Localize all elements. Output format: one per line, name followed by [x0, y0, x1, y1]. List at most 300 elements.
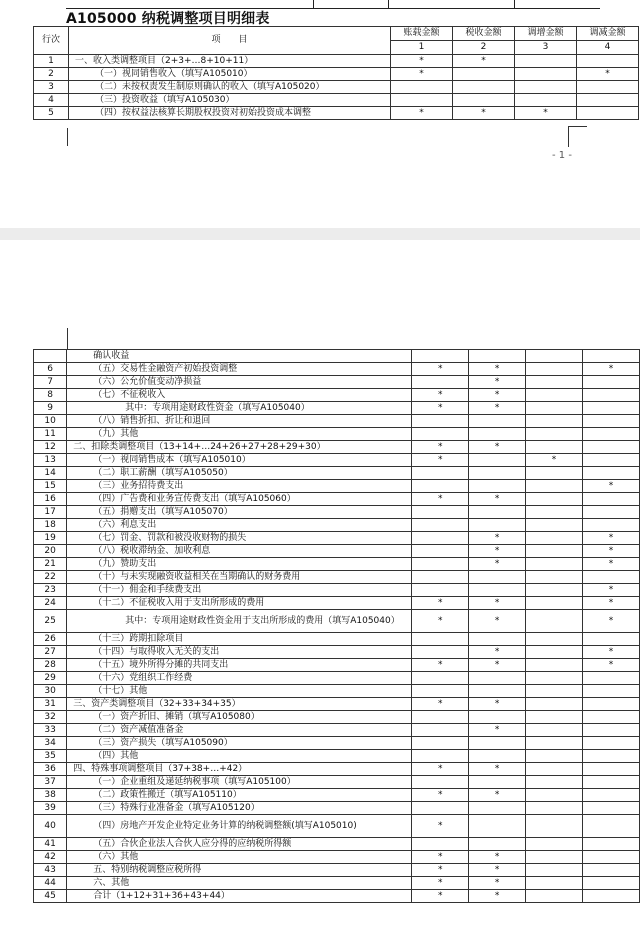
value-cell-col-3 [526, 558, 583, 571]
value-cell-col-1 [412, 480, 469, 493]
value-cell-col-1: * [412, 877, 469, 890]
value-cell-col-2 [469, 711, 526, 724]
row-number: 15 [34, 480, 67, 493]
table-row [34, 545, 640, 558]
value-cell-col-2: * [469, 851, 526, 864]
value-cell-col-2: * [453, 55, 515, 68]
value-cell-col-4 [583, 711, 640, 724]
table-row [34, 737, 640, 750]
value-cell-col-3 [526, 711, 583, 724]
value-cell-col-4: * [583, 545, 640, 558]
row-number: 33 [34, 724, 67, 737]
row-number: 18 [34, 519, 67, 532]
row-number: 1 [34, 55, 69, 68]
value-cell-col-3 [526, 402, 583, 415]
value-cell-col-3 [526, 776, 583, 789]
value-cell-col-1: * [412, 864, 469, 877]
row-number: 13 [34, 454, 67, 467]
row-item-label: 五、特别纳税调整应税所得 [67, 864, 412, 877]
value-cell-col-2 [453, 68, 515, 81]
row-item-label: （一）企业重组及递延纳税事项（填写A105100） [67, 776, 412, 789]
value-cell-col-4 [583, 506, 640, 519]
value-cell-col-4 [583, 890, 640, 903]
row-number: 2 [34, 68, 69, 81]
value-cell-col-1 [412, 633, 469, 646]
value-cell-col-3 [526, 890, 583, 903]
header-col-4: 调减金额 [577, 27, 639, 41]
value-cell [412, 350, 469, 363]
value-cell-col-4 [583, 415, 640, 428]
row-number: 14 [34, 467, 67, 480]
value-cell-col-1 [412, 428, 469, 441]
value-cell-col-1 [412, 558, 469, 571]
value-cell-col-4: * [583, 646, 640, 659]
value-cell-col-2 [469, 454, 526, 467]
row-number: 3 [34, 81, 69, 94]
row-number: 20 [34, 545, 67, 558]
value-cell-col-4: * [583, 363, 640, 376]
value-cell-col-1: * [391, 68, 453, 81]
value-cell-col-1: * [412, 454, 469, 467]
value-cell-col-1 [412, 685, 469, 698]
value-cell-col-1 [412, 532, 469, 545]
value-cell-col-2: * [469, 402, 526, 415]
row-number: 36 [34, 763, 67, 776]
value-cell-col-3 [526, 545, 583, 558]
value-cell-col-3 [526, 506, 583, 519]
value-cell-col-3 [526, 864, 583, 877]
value-cell-col-2 [469, 672, 526, 685]
row-item-label: （一）资产折旧、摊销（填写A105080） [67, 711, 412, 724]
row-item-label: （十一）佣金和手续费支出 [67, 584, 412, 597]
row-number: 9 [34, 402, 67, 415]
value-cell-col-2 [469, 750, 526, 763]
row-item-label: （五）合伙企业法人合伙人应分得的应纳税所得额 [67, 838, 412, 851]
value-cell-col-2: * [469, 877, 526, 890]
value-cell-col-2 [469, 776, 526, 789]
table-row [34, 750, 640, 763]
value-cell-col-2: * [469, 864, 526, 877]
value-cell-col-1: * [412, 789, 469, 802]
table-row [34, 864, 640, 877]
value-cell-col-3 [526, 877, 583, 890]
value-cell-col-4 [577, 94, 639, 107]
table-row [34, 802, 640, 815]
form-title: A105000 纳税调整项目明细表 [66, 11, 270, 27]
value-cell-col-4: * [583, 659, 640, 672]
row-item-label: （三）投资收益（填写A105030） [69, 94, 391, 107]
value-cell-col-2: * [469, 376, 526, 389]
row-number: 12 [34, 441, 67, 454]
page-2 [0, 240, 640, 947]
value-cell-col-2 [469, 584, 526, 597]
row-item-label: （四）广告费和业务宣传费支出（填写A105060） [67, 493, 412, 506]
row-number: 11 [34, 428, 67, 441]
value-cell-col-3 [526, 519, 583, 532]
value-cell-col-2 [453, 94, 515, 107]
header-col-3: 调增金额 [515, 27, 577, 41]
value-cell-col-4 [583, 441, 640, 454]
table-row [34, 81, 639, 94]
value-cell-col-4 [583, 838, 640, 851]
table-row [34, 763, 640, 776]
table-row [34, 558, 640, 571]
row-item-label: 四、特殊事项调整项目（37+38+…+42） [67, 763, 412, 776]
value-cell-col-4 [583, 376, 640, 389]
row-item-label: （九）赞助支出 [67, 558, 412, 571]
value-cell-col-2: * [469, 724, 526, 737]
page-corner-mark-left [67, 128, 68, 146]
value-cell-col-2: * [469, 363, 526, 376]
table-row [34, 571, 640, 584]
value-cell-col-4: * [583, 532, 640, 545]
table-row [34, 711, 640, 724]
value-cell-col-4 [583, 750, 640, 763]
row-item-label: （二）资产减值准备金 [67, 724, 412, 737]
value-cell-col-2: * [469, 493, 526, 506]
table-row [34, 454, 640, 467]
value-cell-col-1 [412, 467, 469, 480]
row-item-label: （七）罚金、罚款和被没收财物的损失 [67, 532, 412, 545]
value-cell-col-1 [391, 94, 453, 107]
value-cell-col-2 [469, 506, 526, 519]
value-cell-col-1: * [412, 363, 469, 376]
table-row [34, 376, 640, 389]
value-cell-col-1: * [412, 890, 469, 903]
row-number: 4 [34, 94, 69, 107]
value-cell-col-1 [412, 737, 469, 750]
table-row [34, 389, 640, 402]
value-cell-col-3 [526, 584, 583, 597]
value-cell-col-4 [583, 454, 640, 467]
value-cell-col-4 [583, 724, 640, 737]
row-item-label: 三、资产类调整项目（32+33+34+35） [67, 698, 412, 711]
row-item-label: （四）房地产开发企业特定业务计算的纳税调整额(填写A105010) [67, 815, 412, 838]
value-cell-col-2 [469, 467, 526, 480]
row-item-label: （三）特殊行业准备金（填写A105120） [67, 802, 412, 815]
value-cell-col-3 [526, 763, 583, 776]
value-cell-col-4 [583, 763, 640, 776]
value-cell-col-1 [412, 646, 469, 659]
table-row [34, 724, 640, 737]
row-number: 6 [34, 363, 67, 376]
value-cell-col-4 [583, 467, 640, 480]
page-corner-mark [67, 328, 68, 350]
value-cell-col-1 [412, 838, 469, 851]
value-cell-col-2: * [469, 890, 526, 903]
value-cell-col-3 [526, 467, 583, 480]
value-cell-col-3 [526, 415, 583, 428]
value-cell-col-2: * [469, 597, 526, 610]
table-row [34, 493, 640, 506]
table-row [34, 685, 640, 698]
row-item-label: （十二）不征税收入用于支出所形成的费用 [67, 597, 412, 610]
row-number: 7 [34, 376, 67, 389]
value-cell-col-1 [412, 724, 469, 737]
row-number: 38 [34, 789, 67, 802]
row-number: 17 [34, 506, 67, 519]
value-cell-col-4 [583, 789, 640, 802]
row-number: 42 [34, 851, 67, 864]
value-cell-col-3 [526, 789, 583, 802]
row-item-label: （十六）党组织工作经费 [67, 672, 412, 685]
value-cell-col-1: * [412, 851, 469, 864]
value-cell-col-2: * [469, 646, 526, 659]
row-number: 5 [34, 107, 69, 120]
table-row [34, 402, 640, 415]
value-cell-col-2 [453, 81, 515, 94]
value-cell-col-3 [526, 737, 583, 750]
value-cell-col-4 [583, 877, 640, 890]
value-cell-col-1 [412, 584, 469, 597]
row-number: 25 [34, 610, 67, 633]
value-cell-col-4 [577, 55, 639, 68]
value-cell-col-2 [469, 838, 526, 851]
row-number: 24 [34, 597, 67, 610]
value-cell-col-4 [583, 864, 640, 877]
page-number: - 1 - [552, 150, 572, 161]
value-cell-col-2 [469, 571, 526, 584]
value-cell-col-1 [412, 571, 469, 584]
table-row [34, 68, 639, 81]
value-cell-col-4: * [583, 480, 640, 493]
table-row [34, 94, 639, 107]
value-cell-col-2: * [469, 532, 526, 545]
row-item-label: （十四）与取得收入无关的支出 [67, 646, 412, 659]
value-cell-col-3 [526, 376, 583, 389]
row-item-label: （六）利息支出 [67, 519, 412, 532]
row-item-label: 二、扣除类调整项目（13+14+…24+26+27+28+29+30） [67, 441, 412, 454]
row-item-label: （六）公允价值变动净损益 [67, 376, 412, 389]
value-cell [469, 350, 526, 363]
value-cell-col-1 [412, 545, 469, 558]
value-cell-col-2 [469, 685, 526, 698]
value-cell-col-3 [526, 597, 583, 610]
continuation-text: 确认收益 [67, 350, 412, 363]
value-cell-col-2: * [469, 558, 526, 571]
row-item-label: （四）其他 [67, 750, 412, 763]
value-cell-col-1 [412, 776, 469, 789]
row-number: 43 [34, 864, 67, 877]
row-item-label: 其中：专项用途财政性资金用于支出所形成的费用（填写A105040） [67, 610, 412, 633]
row-number: 23 [34, 584, 67, 597]
value-cell-col-1: * [412, 659, 469, 672]
row-number: 39 [34, 802, 67, 815]
row-number: 29 [34, 672, 67, 685]
value-cell-col-3 [515, 81, 577, 94]
value-cell-col-2 [469, 802, 526, 815]
value-cell-col-3 [526, 815, 583, 838]
value-cell-col-4 [583, 815, 640, 838]
row-item-label: （八）税收滞纳金、加收利息 [67, 545, 412, 558]
value-cell-col-3 [526, 532, 583, 545]
row-item-label: 合计（1+12+31+36+43+44） [67, 890, 412, 903]
value-cell-col-1: * [412, 815, 469, 838]
row-item-label: （九）其他 [67, 428, 412, 441]
value-cell-col-3 [526, 802, 583, 815]
value-cell-col-2 [469, 633, 526, 646]
table-row [34, 428, 640, 441]
header-row-no: 行次 [34, 27, 69, 55]
row-item-label: （六）其他 [67, 851, 412, 864]
value-cell-col-2: * [469, 763, 526, 776]
value-cell-col-3 [526, 750, 583, 763]
row-item-label: （二）未按权责发生制原则确认的收入（填写A105020） [69, 81, 391, 94]
table-row [34, 610, 640, 633]
value-cell-col-2: * [469, 659, 526, 672]
value-cell [526, 350, 583, 363]
row-number: 27 [34, 646, 67, 659]
value-cell-col-4 [583, 698, 640, 711]
value-cell-col-2: * [469, 789, 526, 802]
table-row [34, 877, 640, 890]
header-col-num-1: 1 [391, 41, 453, 55]
value-cell-col-3 [515, 94, 577, 107]
header-item: 项 目 [69, 27, 391, 55]
row-item-label: （五）交易性金融资产初始投资调整 [67, 363, 412, 376]
page-gap [0, 228, 640, 240]
row-number: 19 [34, 532, 67, 545]
table-row [34, 441, 640, 454]
value-cell-col-1 [412, 415, 469, 428]
row-number: 34 [34, 737, 67, 750]
table-row [34, 789, 640, 802]
value-cell-col-3 [526, 441, 583, 454]
value-cell-col-2 [469, 480, 526, 493]
table-row [34, 890, 640, 903]
row-item-label: （十五）境外所得分摊的共同支出 [67, 659, 412, 672]
table-row [34, 532, 640, 545]
value-cell-col-4 [577, 81, 639, 94]
table-row [34, 107, 639, 120]
value-cell-col-2 [469, 815, 526, 838]
value-cell-col-1 [412, 376, 469, 389]
page-corner-mark-right [568, 126, 587, 147]
header-col-2: 税收金额 [453, 27, 515, 41]
table-row [34, 698, 640, 711]
value-cell-col-4 [583, 389, 640, 402]
value-cell-col-2 [469, 519, 526, 532]
value-cell-col-3 [526, 838, 583, 851]
value-cell-col-2: * [469, 698, 526, 711]
row-number: 21 [34, 558, 67, 571]
row-number: 28 [34, 659, 67, 672]
value-cell-col-4: * [577, 68, 639, 81]
value-cell-col-1: * [412, 597, 469, 610]
row-item-label: （三）资产损失（填写A105090） [67, 737, 412, 750]
row-item-label: （八）销售折扣、折让和退回 [67, 415, 412, 428]
adjustment-table-page1 [33, 26, 639, 120]
value-cell-col-3 [526, 685, 583, 698]
value-cell-col-3 [526, 659, 583, 672]
value-cell-col-3 [526, 633, 583, 646]
value-cell-col-3 [526, 493, 583, 506]
row-item-label: 一、收入类调整项目（2+3+…8+10+11） [69, 55, 391, 68]
value-cell-col-4 [583, 851, 640, 864]
value-cell-col-1 [412, 672, 469, 685]
value-cell-col-4: * [583, 584, 640, 597]
value-cell-col-1 [412, 711, 469, 724]
value-cell-col-3 [526, 672, 583, 685]
table-row [34, 776, 640, 789]
table-row [34, 672, 640, 685]
value-cell-col-1 [412, 750, 469, 763]
value-cell-col-1: * [412, 763, 469, 776]
value-cell-col-4 [583, 519, 640, 532]
value-cell-col-1 [391, 81, 453, 94]
row-number: 16 [34, 493, 67, 506]
value-cell-col-3 [526, 363, 583, 376]
row-item-label: （四）按权益法核算长期股权投资对初始投资成本调整 [69, 107, 391, 120]
table-row [34, 815, 640, 838]
value-cell-col-3 [515, 68, 577, 81]
row-number: 37 [34, 776, 67, 789]
value-cell-col-2: * [469, 441, 526, 454]
value-cell-col-3: * [526, 454, 583, 467]
row-number: 10 [34, 415, 67, 428]
value-cell-col-1: * [412, 402, 469, 415]
table-row [34, 851, 640, 864]
value-cell-col-4: * [583, 597, 640, 610]
value-cell-col-3 [515, 55, 577, 68]
row-item-label: 其中：专项用途财政性资金（填写A105040） [67, 402, 412, 415]
value-cell-col-2 [469, 737, 526, 750]
row-item-label: （一）视同销售收入（填写A105010） [69, 68, 391, 81]
row-item-label: 六、其他 [67, 877, 412, 890]
value-cell-col-4 [583, 493, 640, 506]
value-cell-col-3 [526, 698, 583, 711]
value-cell-col-2: * [469, 545, 526, 558]
value-cell-col-1: * [412, 493, 469, 506]
table-row [34, 506, 640, 519]
value-cell-col-3 [526, 610, 583, 633]
row-number: 45 [34, 890, 67, 903]
value-cell-col-1: * [391, 107, 453, 120]
row-item-label: （十）与未实现融资收益相关在当期确认的财务费用 [67, 571, 412, 584]
value-cell-col-1: * [412, 389, 469, 402]
value-cell-col-4 [577, 107, 639, 120]
value-cell-col-1: * [412, 698, 469, 711]
header-col-num-2: 2 [453, 41, 515, 55]
table-row [34, 633, 640, 646]
value-cell-col-2: * [469, 610, 526, 633]
value-cell-col-1: * [412, 610, 469, 633]
value-cell-col-3 [526, 851, 583, 864]
table-row [34, 55, 639, 68]
value-cell-col-1: * [412, 441, 469, 454]
table-row [34, 584, 640, 597]
table-row [34, 659, 640, 672]
table-row [34, 363, 640, 376]
value-cell-col-3 [526, 428, 583, 441]
value-cell-col-4 [583, 672, 640, 685]
row-item-label: （二）职工薪酬（填写A105050） [67, 467, 412, 480]
adjustment-table-page2 [33, 349, 640, 903]
value-cell-col-4 [583, 737, 640, 750]
value-cell-col-4: * [583, 610, 640, 633]
value-cell-col-1 [412, 506, 469, 519]
value-cell-col-4 [583, 776, 640, 789]
value-cell-col-4 [583, 428, 640, 441]
value-cell-col-2 [469, 428, 526, 441]
value-cell-col-2: * [453, 107, 515, 120]
page-1 [0, 0, 640, 228]
header-col-num-4: 4 [577, 41, 639, 55]
table-row [34, 838, 640, 851]
value-cell-col-4 [583, 802, 640, 815]
row-item-label: （一）视同销售成本（填写A105010） [67, 454, 412, 467]
row-number: 32 [34, 711, 67, 724]
